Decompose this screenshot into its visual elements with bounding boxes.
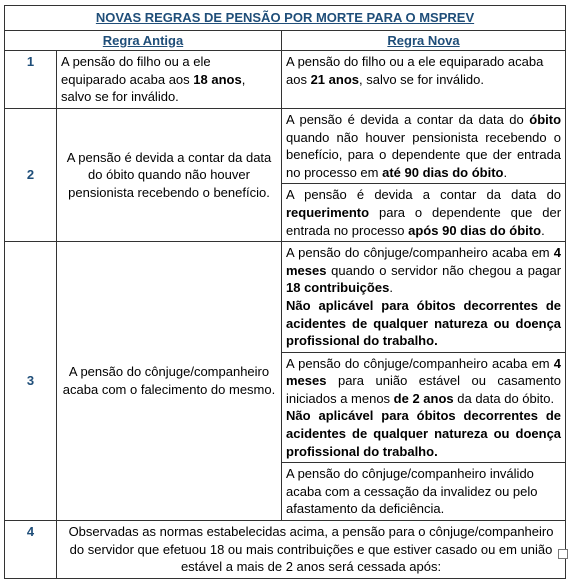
- old-rule-cell: A pensão do filho ou a ele equiparado acaba aos 18 anos, salvo se for inválido.: [57, 51, 282, 109]
- new-rule-cell: A pensão do cônjuge/companheiro acaba em 4 meses para união estável ou casamento iniciados a menos de 2 anos da data do óbito. Não aplicável para óbitos decorrentes de acidentes de qualquer natureza ou doença profissional do trabalho.: [282, 352, 566, 463]
- header-old-rule: Regra Antiga: [5, 30, 282, 51]
- resize-handle[interactable]: [558, 549, 568, 559]
- row-number: 1: [5, 51, 57, 109]
- row-number: 3: [5, 242, 57, 521]
- old-rule-cell: A pensão do cônjuge/companheiro acaba com o falecimento do mesmo.: [57, 242, 282, 521]
- footer-note-cell: Observadas as normas estabelecidas acima, a pensão para o cônjuge/companheiro do servidor que efetuou 18 ou mais contribuições e que estiver casado ou em união estável a mais de 2 anos será cessada após:: [57, 521, 566, 579]
- table-row: [5, 242, 566, 353]
- table-row: [5, 108, 566, 183]
- header-new-rule: Regra Nova: [282, 30, 566, 51]
- new-rule-cell: A pensão do cônjuge/companheiro inválido acaba com a cessação da invalidez ou pelo afastamento da deficiência.: [282, 463, 566, 521]
- old-rule-cell: A pensão é devida a contar da data do óbito quando não houver pensionista recebendo o benefício.: [57, 108, 282, 241]
- table-row: [5, 521, 566, 579]
- pension-rules-table: [4, 5, 566, 579]
- table-title: NOVAS REGRAS DE PENSÃO POR MORTE PARA O MSPREV: [5, 6, 566, 31]
- new-rule-cell: A pensão é devida a contar da data do óbito quando não houver pensionista recebendo o benefício, para o dependente que der entrada no processo em até 90 dias do óbito.: [282, 108, 566, 183]
- row-number: 2: [5, 108, 57, 241]
- new-rule-cell: A pensão do cônjuge/companheiro acaba em 4 meses quando o servidor não chegou a pagar 18 contribuições. Não aplicável para óbitos decorrentes de acidentes de qualquer natureza ou doença profissional do trabalho.: [282, 242, 566, 353]
- new-rule-cell: A pensão é devida a contar da data do requerimento para o dependente que der entrada no processo após 90 dias do óbito.: [282, 184, 566, 242]
- row-number: 4: [5, 521, 57, 579]
- new-rule-cell: A pensão do filho ou a ele equiparado acaba aos 21 anos, salvo se for inválido.: [282, 51, 566, 109]
- table-row: [5, 51, 566, 109]
